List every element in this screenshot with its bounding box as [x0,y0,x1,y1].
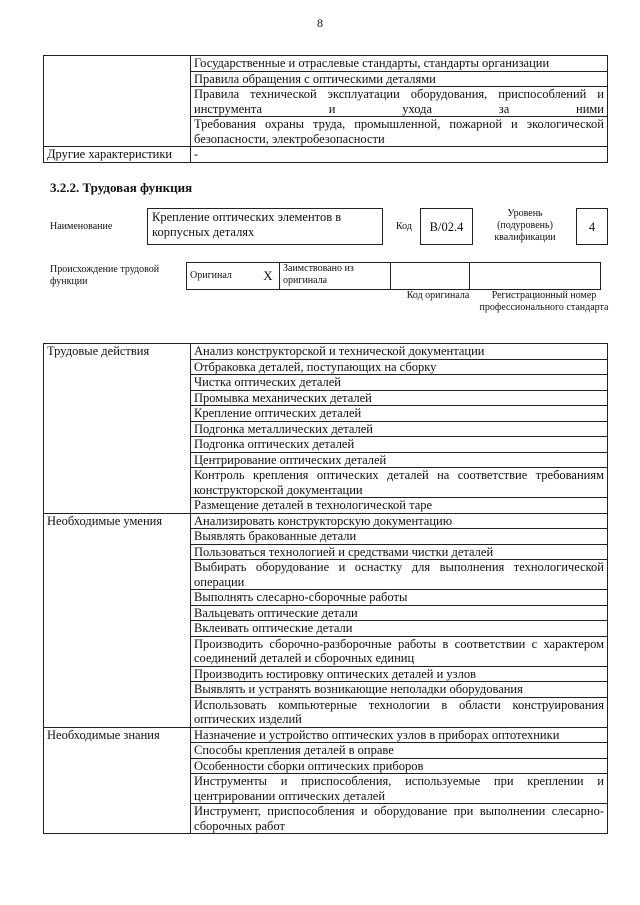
group-label-skills: Необходимые умения [44,513,191,727]
borrowed-label: Заимствовано из оригинала [280,263,391,290]
table-row: Особенности сборки оптических приборов [191,758,608,774]
origin-reg-cell [470,263,601,290]
original-mark: X [257,263,280,290]
table-row: Правила технической эксплуатации оборудования, приспособлений и инструмента и ухода за ними [191,87,608,117]
code-label: Код [396,221,412,232]
table-row: Требования охраны труда, промышленной, пожарной и экологической безопасности, электробезопасности [191,117,608,147]
table-row: Производить юстировку оптических деталей и узлов [191,666,608,682]
level-label: Уровень (подуровень) квалификации [494,208,556,243]
page-number: 8 [317,16,323,30]
table-row: Способы крепления деталей в оправе [191,743,608,759]
origin-table [186,262,601,290]
table-row: Инструмент, приспособления и оборудование при выполнении слесарно-сборочных работ [191,804,608,834]
table-row: Крепление оптических деталей [191,406,608,422]
table-row: Вклеивать оптические детали [191,621,608,637]
table-row: Промывка механических деталей [191,390,608,406]
labor-function-table [43,343,608,834]
section-title: 3.2.2. Трудовая функция [50,180,193,195]
group-label-actions: Трудовые действия [44,344,191,514]
table-row: Подгонка оптических деталей [191,437,608,453]
name-label: Наименование [50,221,113,232]
table-row: Отбраковка деталей, поступающих на сборку [191,359,608,375]
table-row: Выбирать оборудование и оснастку для выполнения технологической операции [191,560,608,590]
table-row: Размещение деталей в технологической таре [191,498,608,514]
code-caption: Код оригинала [406,290,470,301]
reg-caption: Регистрационный номер профессионального стандарта [479,290,609,313]
table-row: Назначение и устройство оптических узлов в приборах оптотехники [191,727,608,743]
function-code: B/02.4 [420,208,473,245]
table-row: Использовать компьютерные технологии в области конструирования оптических изделий [191,697,608,727]
qualification-level: 4 [576,208,608,245]
table-row: Чистка оптических деталей [191,375,608,391]
function-name: Крепление оптических элементов в корпусных деталях [147,208,383,245]
table-row: Анализировать конструкторскую документацию [191,513,608,529]
origin-code-cell [391,263,470,290]
group-label-knowledge: Необходимые знания [44,727,191,834]
table-row: Инструменты и приспособления, используемые при креплении и центрировании оптических деталей [191,774,608,804]
table-cell-empty [44,56,191,147]
table-row: Производить сборочно-разборочные работы в соответствии с характером соединений деталей и сборочных единиц [191,636,608,666]
original-label: Оригинал [187,263,258,290]
other-characteristics-label: Другие характеристики [44,147,191,163]
table-row: Анализ конструкторской и технической документации [191,344,608,360]
origin-label: Происхождение трудовой функции [50,264,160,287]
table-row: Выявлять бракованные детали [191,529,608,545]
table-row: Вальцевать оптические детали [191,605,608,621]
table-row: Правила обращения с оптическими деталями [191,71,608,87]
table-row: Центрирование оптических деталей [191,452,608,468]
table-row: Выявлять и устранять возникающие неполадки оборудования [191,682,608,698]
top-knowledge-table [43,55,608,163]
other-characteristics-value: - [191,147,608,163]
table-row: Государственные и отраслевые стандарты, стандарты организации [191,56,608,72]
table-row: Подгонка металлических деталей [191,421,608,437]
table-row: Выполнять слесарно-сборочные работы [191,590,608,606]
table-row: Контроль крепления оптических деталей на соответствие требованиям конструкторской документации [191,468,608,498]
table-row: Пользоваться технологией и средствами чистки деталей [191,544,608,560]
